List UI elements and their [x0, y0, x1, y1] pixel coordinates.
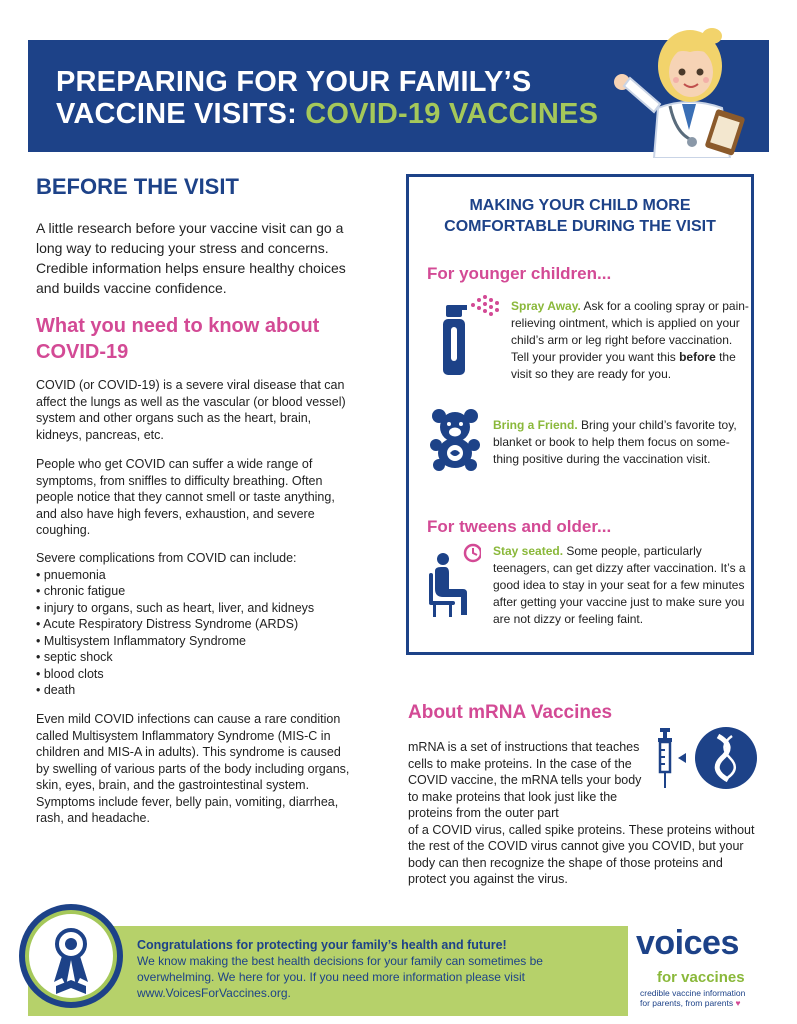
list-item: • injury to organs, such as heart, liver, and kidneys	[36, 600, 356, 617]
list-item: • pnuemonia	[36, 567, 356, 584]
list-item: • chronic fatigue	[36, 583, 356, 600]
list-item: • septic shock	[36, 649, 356, 666]
award-ribbon-icon	[16, 898, 126, 1018]
list-item: • death	[36, 682, 356, 699]
stay-seated-tip: Stay seated. Some people, particularly teenagers, can get dizzy after vaccination. It’s a good idea to stay in your seat for a few minutes after getting your vaccine just to make sure you are not dizzy or feeling faint.	[493, 544, 746, 626]
spray-away-tip: Spray Away. Ask for a cooling spray or pain-relieving ointment, which is applied on your child’s arm or leg right before vaccination. Tell your provider you want this before the visit so they are ready for you.	[511, 299, 749, 381]
list-item: • Multisystem Inflammatory Syndrome	[36, 633, 356, 650]
covid-definition-paragraph: COVID (or COVID-19) is a severe viral disease that can affect the lungs as well as the vascular (or blood vessel) system and other organs such as the heart, brain, kidneys, pancreas, etc.	[36, 378, 346, 442]
bring-friend-tip: Bring a Friend. Bring your child’s favorite toy, blanket or book to help them focus on some-thing positive during the vaccination visit.	[493, 418, 737, 466]
intro-paragraph: A little research before your vaccine visit can go a long way to reducing your stress and concerns. Credible information helps ensure healthy choices and builds vaccine confidence.	[36, 220, 346, 296]
know-covid-heading: What you need to know about COVID-19	[36, 315, 320, 363]
title-accent: COVID-19 VACCINES	[305, 98, 599, 130]
complications-section: Severe complications from COVID can include: • pnuemonia • chronic fatigue • injury to organs, such as heart, liver, and kidneys • Acute Respiratory Distress Syndrome (ARDS) • Multisystem Inflammatory Syndrome • septic shock • blood clots • death	[36, 550, 356, 699]
younger-children-heading: For younger children...	[427, 264, 612, 283]
voices-logo-tagline: credible vaccine information for parents, from parents ♥	[640, 988, 746, 1008]
voices-logo-word: voices	[636, 924, 739, 962]
doctor-illustration-icon	[614, 8, 764, 158]
complications-list	[36, 567, 356, 699]
list-item: • blood clots	[36, 666, 356, 683]
mrna-paragraph: mRNA is a set of instructions that teaches cells to make proteins. In the case of the COVID vaccine, the mRNA tells your body to make proteins that look just like the proteins from the outer part of a COVID virus, called spike proteins. These proteins without the rest of the COVID virus cannot give you COVID, but your body can then recognize the shape of those proteins and protect you against the virus.	[408, 740, 755, 886]
footer-message: Congratulations for protecting your family’s health and future! We know making the best health decisions for your family can sometimes be overwhelming. We here for you. If you need more information please visit www.VoicesForVaccines.org.	[137, 938, 543, 1000]
mis-paragraph: Even mild COVID infections can cause a rare condition called Multisystem Inflammatory Syndrome (MIS-C in children and MIS-A in adults). This syndrome is caused by swelling of various parts of the body including organs, skin, eyes, brain, and the gastrointestinal system. Symptoms include fever, belly pain, vomiting, diarrhea, rash, and headache.	[36, 712, 350, 825]
comfort-tips-box	[406, 174, 754, 655]
seated-person-icon	[429, 543, 481, 619]
symptoms-paragraph: People who get COVID can suffer a wide range of symptoms, from sniffles to difficulty breathing. Often people notice that they cannot smell or taste anything, and also have high fevers, exhaustion, and severe coughing.	[36, 457, 335, 537]
comfort-tips-title: MAKING YOUR CHILD MORE COMFORTABLE DURING THE VISIT	[444, 197, 716, 235]
teddy-bear-icon	[429, 407, 483, 471]
list-item: • Acute Respiratory Distress Syndrome (ARDS)	[36, 616, 356, 633]
before-visit-heading: BEFORE THE VISIT	[36, 174, 239, 199]
heart-icon: ♥	[735, 998, 741, 1008]
mrna-heading: About mRNA Vaccines	[408, 702, 613, 723]
page-title: PREPARING FOR YOUR FAMILY’S VACCINE VISITS: COVID-19 VACCINES	[56, 66, 599, 130]
tweens-heading: For tweens and older...	[427, 517, 612, 536]
voices-logo-sub: for vaccines	[657, 969, 745, 986]
